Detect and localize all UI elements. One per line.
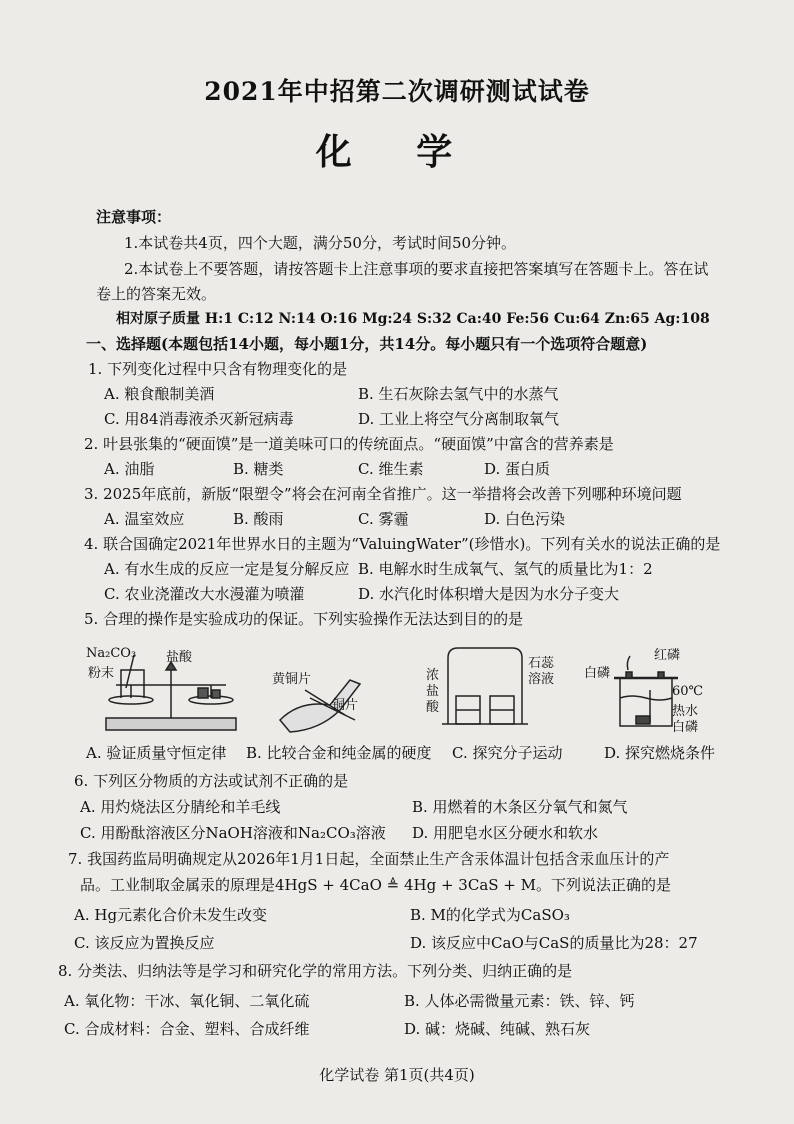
exam-title: 2021年中招第二次调研测试试卷 xyxy=(204,77,590,106)
section-1-heading: 一、选择题(本题包括14小题，每小题1分，共14分。每小题只有一个选项符合题意) xyxy=(86,335,648,353)
figure-c-bell-jar xyxy=(440,644,530,726)
q2-option-d: D. 蛋白质 xyxy=(484,460,551,478)
figure-d-label-red-p: 红磷 xyxy=(654,648,681,663)
notes-line-2b: 卷上的答案无效。 xyxy=(96,285,217,303)
q2-stem: 2. 叶县张集的“硬面馍”是一道美味可口的传统面点。“硬面馍”中富含的营养素是 xyxy=(84,435,614,453)
q7-option-b: B. M的化学式为CaSO₃ xyxy=(410,906,570,924)
q1-option-d: D. 工业上将空气分离制取氧气 xyxy=(358,410,560,428)
q3-option-a: A. 温室效应 xyxy=(104,510,185,528)
figure-d-label-temp: 60℃ xyxy=(672,684,704,699)
q8-option-d: D. 碱：烧碱、纯碱、熟石灰 xyxy=(404,1020,591,1038)
q4-stem: 4. 联合国确定2021年世界水日的主题为“ValuingWater”(珍惜水)。下列有关水的说法正确的是 xyxy=(84,535,721,553)
q5-stem: 5. 合理的操作是实验成功的保证。下列实验操作无法达到目的的是 xyxy=(84,610,524,628)
subject-title: 化 学 xyxy=(315,131,479,173)
q6-option-b: B. 用燃着的木条区分氧气和氮气 xyxy=(412,798,628,816)
figure-d-label-white-p-2: 白磷 xyxy=(672,720,699,735)
figure-a-label-acid: 盐酸 xyxy=(166,650,193,665)
q7-stem-2: 品。工业制取金属汞的原理是4HgS + 4CaO ≜ 4Hg + 3CaS + M。下列说法正确的是 xyxy=(80,876,672,894)
q1-stem: 1. 下列变化过程中只含有物理变化的是 xyxy=(88,360,348,378)
q8-option-a: A. 氧化物：干冰、氧化铜、二氧化硫 xyxy=(64,992,310,1010)
q8-option-b: B. 人体必需微量元素：铁、锌、钙 xyxy=(404,992,635,1010)
figure-c-label-hcl-1: 盐 xyxy=(426,684,440,699)
q4-option-c: C. 农业浇灌改大水漫灌为喷灌 xyxy=(104,585,305,603)
q8-option-c: C. 合成材料：合金、塑料、合成纤维 xyxy=(64,1020,310,1038)
figure-c-label-litmus-1: 石蕊 xyxy=(528,656,555,671)
q3-option-b: B. 酸雨 xyxy=(233,510,284,528)
q6-option-a: A. 用灼烧法区分腈纶和羊毛线 xyxy=(80,798,281,816)
figure-d-label-white-p: 白磷 xyxy=(584,666,611,681)
q6-option-d: D. 用肥皂水区分硬水和软水 xyxy=(412,824,599,842)
notes-heading: 注意事项： xyxy=(96,208,172,226)
figure-c-label-hcl-2: 酸 xyxy=(426,700,440,715)
q8-stem: 8. 分类法、归纳法等是学习和研究化学的常用方法。下列分类、归纳正确的是 xyxy=(58,962,573,980)
notes-line-2a: 2.本试卷上不要答题，请按答题卡上注意事项的要求直接把答案填写在答题卡上。答在试 xyxy=(124,260,709,278)
q4-option-d: D. 水汽化时体积增大是因为水分子变大 xyxy=(358,585,620,603)
atomic-mass: 相对原子质量 H:1 C:12 N:14 O:16 Mg:24 S:32 Ca:40 Fe:56 Cu:64 Zn:65 Ag:108 xyxy=(116,311,710,327)
figure-c-label-conc: 浓 xyxy=(426,668,440,683)
q3-option-c: C. 雾霾 xyxy=(358,510,409,528)
q7-stem-1: 7. 我国药监局明确规定从2026年1月1日起，全面禁止生产含汞体温计包括含汞血压计的产 xyxy=(68,850,670,868)
page-footer: 化学试卷 第1页(共4页) xyxy=(319,1066,475,1084)
q1-option-a: A. 粮食酿制美酒 xyxy=(104,385,215,403)
figure-a-label-powder: 粉末 xyxy=(88,666,115,681)
q5-option-d: D. 探究燃烧条件 xyxy=(604,744,716,762)
q4-option-b: B. 电解水时生成氧气、氢气的质量比为1：2 xyxy=(358,560,653,578)
figure-a-label-na2co3: Na₂CO₃ xyxy=(86,646,137,661)
q1-option-b: B. 生石灰除去氢气中的水蒸气 xyxy=(358,385,559,403)
q6-stem: 6. 下列区分物质的方法或试剂不正确的是 xyxy=(74,772,349,790)
q3-option-d: D. 白色污染 xyxy=(484,510,566,528)
q5-option-c: C. 探究分子运动 xyxy=(452,744,563,762)
figure-b-label-brass: 黄铜片 xyxy=(272,672,312,687)
notes-line-1: 1.本试卷共4页，四个大题，满分50分，考试时间50分钟。 xyxy=(124,234,517,252)
q7-option-d: D. 该反应中CaO与CaS的质量比为28：27 xyxy=(410,934,698,952)
q2-option-b: B. 糖类 xyxy=(233,460,284,478)
q1-option-c: C. 用84消毒液杀灭新冠病毒 xyxy=(104,410,294,428)
q3-stem: 3. 2025年底前，新版“限塑令”将会在河南全省推广。这一举措将会改善下列哪种环境问题 xyxy=(84,485,682,503)
q5-option-a: A. 验证质量守恒定律 xyxy=(86,744,227,762)
q7-option-c: C. 该反应为置换反应 xyxy=(74,934,215,952)
figure-d-label-hot-water: 热水 xyxy=(672,704,699,719)
q4-option-a: A. 有水生成的反应一定是复分解反应 xyxy=(104,560,350,578)
q2-option-a: A. 油脂 xyxy=(104,460,155,478)
q5-option-b: B. 比较合金和纯金属的硬度 xyxy=(246,744,432,762)
figure-c-label-litmus-2: 溶液 xyxy=(528,672,555,687)
q7-option-a: A. Hg元素化合价未发生改变 xyxy=(74,906,268,924)
figure-b-label-copper: 铜片 xyxy=(332,698,359,713)
q6-option-c: C. 用酚酞溶液区分NaOH溶液和Na₂CO₃溶液 xyxy=(80,824,386,842)
q2-option-c: C. 维生素 xyxy=(358,460,424,478)
